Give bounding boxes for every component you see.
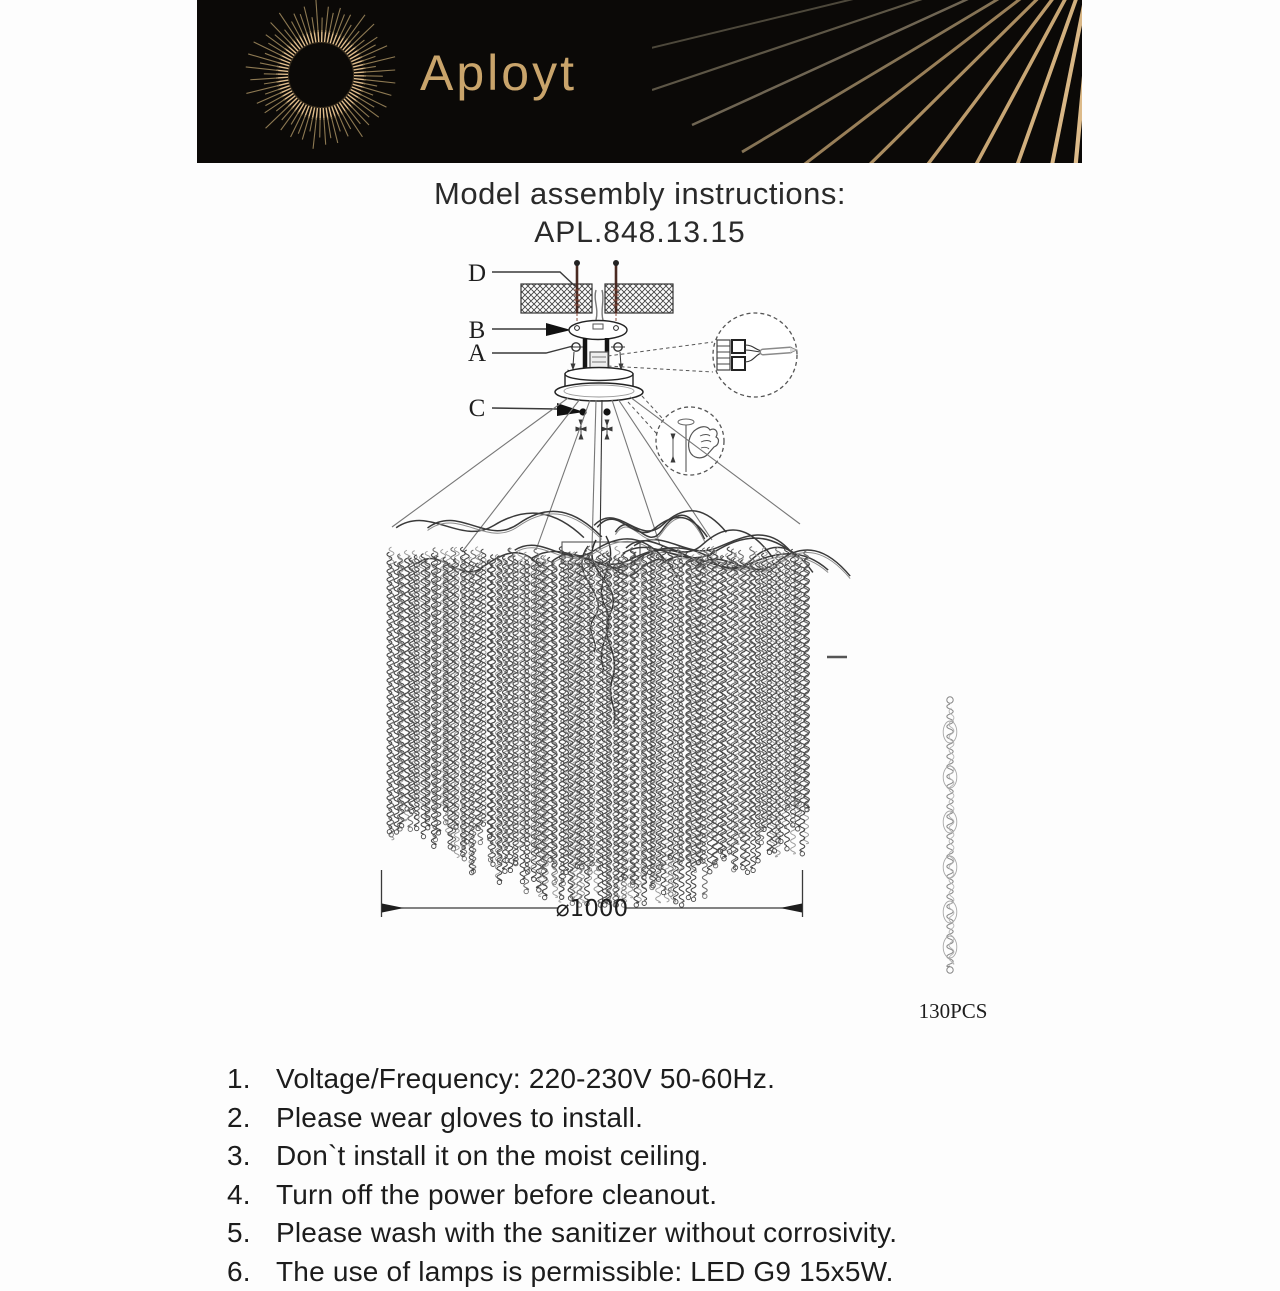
list-item [227, 1214, 897, 1253]
item-number: 5. [227, 1214, 263, 1253]
list-item [227, 1176, 897, 1215]
strand-count-label: 130PCS [919, 999, 988, 1023]
crystal-strands [387, 546, 809, 907]
item-number: 6. [227, 1253, 263, 1291]
item-number: 2. [227, 1099, 263, 1138]
mounting-plate [569, 321, 627, 340]
title-block [0, 176, 1280, 250]
connector-detail-circle [713, 313, 797, 397]
diameter-value: ⌀1000 [556, 896, 628, 922]
item-number: 3. [227, 1137, 263, 1176]
item-text: Don`t install it on the moist ceiling. [276, 1137, 708, 1176]
part-label-D [468, 260, 576, 287]
supply-wires [595, 290, 603, 320]
label-a: A [468, 340, 486, 367]
item-text: Voltage/Frequency: 220-230V 50-60Hz. [276, 1060, 775, 1099]
label-b: B [469, 317, 486, 344]
item-number: 4. [227, 1176, 263, 1215]
item-text: The use of lamps is permissible: LED G9 15x5W. [276, 1253, 894, 1291]
label-c: C [469, 395, 486, 422]
brand-wordmark: Aployt [420, 44, 577, 102]
item-text: Please wash with the sanitizer without corrosivity. [276, 1214, 897, 1253]
list-item [227, 1099, 897, 1138]
item-number: 1. [227, 1060, 263, 1099]
item-text: Please wear gloves to install. [276, 1099, 643, 1138]
decorative-rays-icon [652, 0, 1082, 163]
list-item [227, 1253, 897, 1291]
label-d: D [468, 260, 486, 287]
list-item [227, 1060, 897, 1099]
single-strand-sample [943, 697, 957, 973]
starburst-logo-icon [231, 0, 411, 163]
instruction-list [227, 1060, 897, 1291]
model-number: APL.848.13.15 [0, 216, 1280, 250]
assembly-diagram [360, 250, 1040, 1040]
part-label-A [468, 340, 573, 367]
list-item [227, 1137, 897, 1176]
page-title: Model assembly instructions: [0, 176, 1280, 212]
brand-banner [197, 0, 1082, 163]
item-text: Turn off the power before cleanout. [276, 1176, 717, 1215]
canopy [555, 368, 643, 402]
